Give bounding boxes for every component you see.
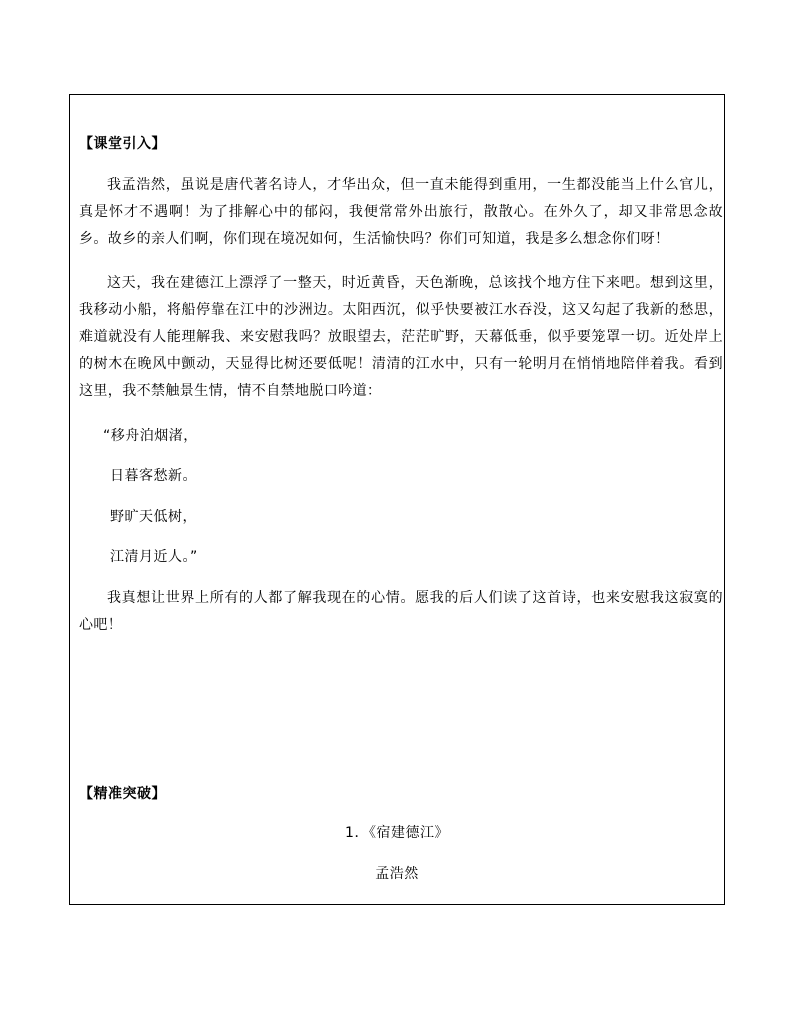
poem-line-2: 日暮客愁新。 [110, 468, 197, 484]
section-heading-breakthrough: 【精准突破】 [79, 786, 166, 802]
poem-line-1: “移舟泊烟渚， [103, 428, 198, 444]
poem-title: 1．《宿建德江》 [345, 825, 449, 841]
poem-line-4: 江清月近人。” [110, 549, 198, 565]
intro-closing-paragraph: 我真想让世界上所有的人都了解我现在的心情。愿我的后人们读了这首诗，也来安慰我这寂寞的心吧！ [79, 590, 723, 633]
poem-line-3: 野旷天低树， [110, 509, 197, 525]
intro-paragraph-1: 我孟浩然，虽说是唐代著名诗人，才华出众，但一直未能得到重用，一生都没能当上什么官儿，真是怀才不遇啊！为了排解心中的郁闷，我便常常外出旅行，散散心。在外久了，却又非常思念故乡。故乡的亲人们啊，你们现在境况如何，生活愉快吗？你们可知道，我是多么想念你们呀！ [79, 177, 723, 247]
intro-paragraph-2: 这天，我在建德江上漂浮了一整天，时近黄昏，天色渐晚，总该找个地方住下来吧。想到这里，我移动小船，将船停靠在江中的沙洲边。太阳西沉，似乎快要被江水吞没，这又勾起了我新的愁思，难道就没有人能理解我、来安慰我吗？放眼望去，茫茫旷野，天幕低垂，似乎要笼罩一切。近处岸上的树木在晚风中颤动，天显得比树还要低呢！清清的江水中，只有一轮明月在悄悄地陪伴着我。看到这里，我不禁触景生情，情不自禁地脱口吟道： [79, 275, 723, 399]
poem-author: 孟浩然 [375, 866, 419, 882]
section-heading-intro: 【课堂引入】 [79, 136, 166, 152]
